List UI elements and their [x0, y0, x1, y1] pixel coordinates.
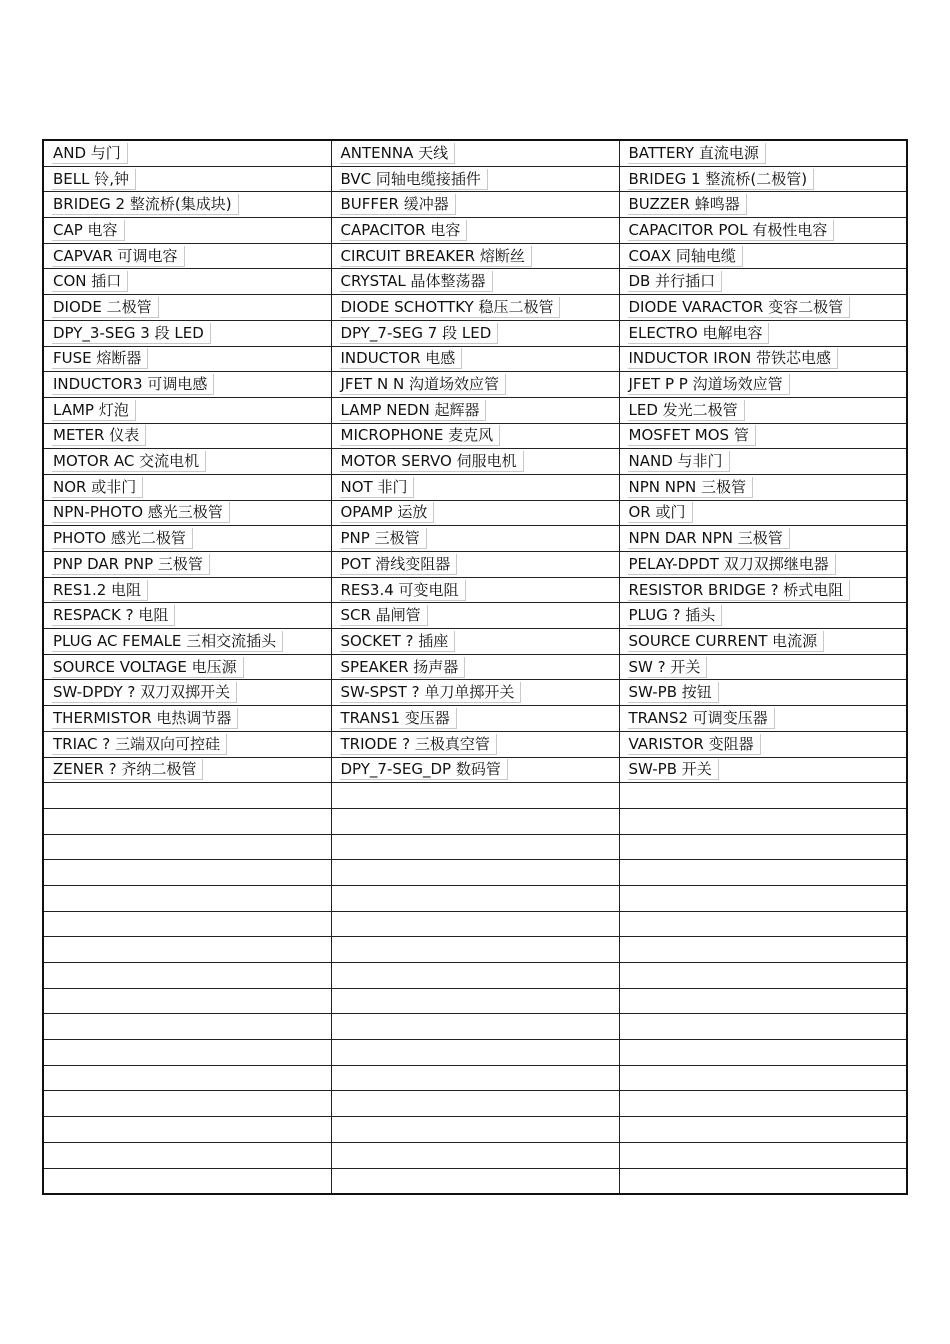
empty-cell [331, 1014, 619, 1040]
component-label: ELECTRO 电解电容 [628, 323, 770, 344]
table-cell [619, 140, 907, 166]
table-cell [43, 500, 331, 526]
table-row [43, 577, 907, 603]
table-cell [43, 320, 331, 346]
empty-cell [331, 1040, 619, 1066]
empty-row [43, 1065, 907, 1091]
component-label: SPEAKER 扬声器 [340, 657, 466, 678]
empty-cell [43, 911, 331, 937]
table-cell [331, 577, 619, 603]
empty-cell [43, 937, 331, 963]
table-cell [619, 320, 907, 346]
component-label: BELL 铃,钟 [52, 169, 136, 190]
empty-cell [43, 1040, 331, 1066]
table-cell [43, 449, 331, 475]
component-label: BRIDEG 2 整流桥(集成块) [52, 194, 239, 215]
empty-cell [43, 1142, 331, 1168]
table-cell [43, 526, 331, 552]
table-cell [331, 757, 619, 783]
component-label: TRIODE ? 三极真空管 [340, 734, 497, 755]
table-row [43, 140, 907, 166]
table-cell [331, 654, 619, 680]
table-cell [619, 577, 907, 603]
table-cell [619, 680, 907, 706]
component-label: OR 或门 [628, 502, 693, 523]
table-cell [619, 552, 907, 578]
empty-cell [331, 808, 619, 834]
empty-cell [619, 1040, 907, 1066]
component-label: TRANS2 可调变压器 [628, 708, 775, 729]
table-row [43, 192, 907, 218]
empty-cell [43, 1091, 331, 1117]
empty-cell [331, 1065, 619, 1091]
component-label: SW-PB 按钮 [628, 682, 719, 703]
empty-cell [331, 860, 619, 886]
component-label: PLUG AC FEMALE 三相交流插头 [52, 631, 283, 652]
table-cell [619, 526, 907, 552]
table-cell [619, 397, 907, 423]
table-row [43, 166, 907, 192]
table-row [43, 731, 907, 757]
empty-cell [43, 988, 331, 1014]
component-label: AND 与门 [52, 143, 128, 164]
table-cell [619, 295, 907, 321]
component-table [42, 139, 908, 1195]
table-cell [619, 474, 907, 500]
table-cell [619, 654, 907, 680]
empty-cell [43, 808, 331, 834]
table-cell [331, 269, 619, 295]
component-label: NAND 与非门 [628, 451, 730, 472]
component-label: DPY_7-SEG 7 段 LED [340, 323, 499, 344]
table-cell [43, 757, 331, 783]
table-cell [331, 192, 619, 218]
table-cell [43, 166, 331, 192]
empty-row [43, 1014, 907, 1040]
table-cell [619, 269, 907, 295]
table-cell [43, 654, 331, 680]
table-body [43, 140, 907, 1194]
component-label: POT 滑线变阻器 [340, 554, 458, 575]
component-label: CON 插口 [52, 271, 128, 292]
table-row [43, 218, 907, 244]
table-cell [43, 346, 331, 372]
empty-row [43, 860, 907, 886]
component-label: PLUG ? 插头 [628, 605, 723, 626]
empty-cell [331, 1091, 619, 1117]
component-label: DPY_7-SEG_DP 数码管 [340, 759, 508, 780]
empty-row [43, 808, 907, 834]
table-cell [43, 629, 331, 655]
component-label: BATTERY 直流电源 [628, 143, 766, 164]
table-cell [331, 140, 619, 166]
empty-cell [619, 911, 907, 937]
empty-cell [331, 783, 619, 809]
empty-cell [619, 1117, 907, 1143]
table-cell [331, 423, 619, 449]
component-label: TRANS1 变压器 [340, 708, 457, 729]
component-label: BRIDEG 1 整流桥(二极管) [628, 169, 815, 190]
component-label: RES1.2 电阻 [52, 580, 148, 601]
table-row [43, 603, 907, 629]
table-cell [331, 526, 619, 552]
component-label: INDUCTOR 电感 [340, 348, 463, 369]
table-cell [331, 680, 619, 706]
table-cell [43, 295, 331, 321]
table-cell [331, 706, 619, 732]
table-cell [331, 603, 619, 629]
component-label: NPN-PHOTO 感光三极管 [52, 502, 230, 523]
component-label: RES3.4 可变电阻 [340, 580, 466, 601]
table-row [43, 706, 907, 732]
table-cell [43, 474, 331, 500]
table-cell [43, 192, 331, 218]
component-label: MOSFET MOS 管 [628, 425, 756, 446]
component-label: SCR 晶闸管 [340, 605, 428, 626]
component-label: DIODE 二极管 [52, 297, 159, 318]
table-cell [619, 757, 907, 783]
component-label: CAP 电容 [52, 220, 125, 241]
table-cell [331, 346, 619, 372]
table-cell [43, 423, 331, 449]
component-label: VARISTOR 变阻器 [628, 734, 761, 755]
table-row [43, 397, 907, 423]
empty-cell [331, 988, 619, 1014]
table-cell [619, 192, 907, 218]
empty-cell [331, 834, 619, 860]
empty-cell [43, 885, 331, 911]
table-cell [43, 218, 331, 244]
table-cell [619, 243, 907, 269]
empty-cell [43, 1168, 331, 1194]
table-cell [331, 731, 619, 757]
table-cell [43, 140, 331, 166]
empty-cell [43, 783, 331, 809]
table-cell [331, 243, 619, 269]
component-label: DIODE VARACTOR 变容二极管 [628, 297, 851, 318]
empty-row [43, 1142, 907, 1168]
component-label: RESISTOR BRIDGE ? 桥式电阻 [628, 580, 851, 601]
component-label: BUFFER 缓冲器 [340, 194, 456, 215]
table-cell [331, 552, 619, 578]
empty-row [43, 937, 907, 963]
component-label: NOT 非门 [340, 477, 415, 498]
table-cell [43, 731, 331, 757]
component-label: JFET N N 沟道场效应管 [340, 374, 506, 395]
table-row [43, 320, 907, 346]
component-label: PNP 三极管 [340, 528, 427, 549]
empty-cell [331, 963, 619, 989]
table-row [43, 680, 907, 706]
component-label: CAPACITOR 电容 [340, 220, 468, 241]
component-label: DIODE SCHOTTKY 稳压二极管 [340, 297, 561, 318]
empty-row [43, 1117, 907, 1143]
component-label: LED 发光二极管 [628, 400, 745, 421]
table-cell [331, 397, 619, 423]
empty-cell [43, 963, 331, 989]
empty-cell [619, 1065, 907, 1091]
component-label: SOCKET ? 插座 [340, 631, 456, 652]
empty-cell [619, 937, 907, 963]
table-cell [43, 243, 331, 269]
component-label: NOR 或非门 [52, 477, 143, 498]
empty-cell [619, 860, 907, 886]
component-label: MOTOR SERVO 伺服电机 [340, 451, 524, 472]
table-cell [331, 166, 619, 192]
empty-cell [619, 988, 907, 1014]
component-label: SW-PB 开关 [628, 759, 719, 780]
component-label: CRYSTAL 晶体整荡器 [340, 271, 493, 292]
empty-row [43, 885, 907, 911]
component-label: CIRCUIT BREAKER 熔断丝 [340, 246, 532, 267]
component-label: COAX 同轴电缆 [628, 246, 743, 267]
component-label: SW ? 开关 [628, 657, 708, 678]
component-label: CAPACITOR POL 有极性电容 [628, 220, 835, 241]
table-cell [619, 218, 907, 244]
table-cell [619, 346, 907, 372]
table-cell [43, 680, 331, 706]
empty-cell [619, 1142, 907, 1168]
table-cell [331, 320, 619, 346]
empty-cell [331, 937, 619, 963]
table-cell [43, 269, 331, 295]
table-cell [619, 449, 907, 475]
table-cell [331, 372, 619, 398]
empty-row [43, 911, 907, 937]
empty-cell [619, 885, 907, 911]
empty-row [43, 1168, 907, 1194]
empty-cell [331, 1168, 619, 1194]
component-label: OPAMP 运放 [340, 502, 435, 523]
table-row [43, 526, 907, 552]
table-row [43, 269, 907, 295]
table-row [43, 243, 907, 269]
empty-row [43, 988, 907, 1014]
empty-row [43, 834, 907, 860]
empty-row [43, 1040, 907, 1066]
component-label: PELAY-DPDT 双刀双掷继电器 [628, 554, 836, 575]
empty-cell [619, 783, 907, 809]
empty-cell [331, 911, 619, 937]
empty-cell [43, 1117, 331, 1143]
table-cell [43, 372, 331, 398]
table-cell [331, 449, 619, 475]
component-label: THERMISTOR 电热调节器 [52, 708, 238, 729]
component-label: LAMP 灯泡 [52, 400, 136, 421]
table-row [43, 372, 907, 398]
table-row [43, 295, 907, 321]
table-cell [43, 603, 331, 629]
table-cell [43, 577, 331, 603]
component-label: SW-SPST ? 单刀单掷开关 [340, 682, 522, 703]
table-cell [619, 500, 907, 526]
component-label: MICROPHONE 麦克风 [340, 425, 501, 446]
empty-row [43, 963, 907, 989]
empty-cell [619, 1014, 907, 1040]
empty-cell [331, 1117, 619, 1143]
component-label: BUZZER 蜂鸣器 [628, 194, 747, 215]
table-row [43, 629, 907, 655]
component-label: INDUCTOR3 可调电感 [52, 374, 214, 395]
table-row [43, 474, 907, 500]
table-cell [619, 166, 907, 192]
component-label: RESPACK ? 电阻 [52, 605, 175, 626]
table-row [43, 552, 907, 578]
table-cell [619, 603, 907, 629]
table-row [43, 423, 907, 449]
component-label: METER 仪表 [52, 425, 146, 446]
component-label: TRIAC ? 三端双向可控硅 [52, 734, 227, 755]
empty-cell [331, 885, 619, 911]
table-cell [619, 423, 907, 449]
table-cell [331, 629, 619, 655]
table-cell [331, 500, 619, 526]
table-cell [619, 706, 907, 732]
component-label: MOTOR AC 交流电机 [52, 451, 206, 472]
empty-cell [619, 808, 907, 834]
table-cell [331, 474, 619, 500]
component-label: LAMP NEDN 起辉器 [340, 400, 487, 421]
empty-cell [43, 860, 331, 886]
table-cell [43, 397, 331, 423]
empty-cell [619, 834, 907, 860]
table-cell [619, 731, 907, 757]
empty-row [43, 783, 907, 809]
table-cell [619, 372, 907, 398]
component-label: BVC 同轴电缆接插件 [340, 169, 488, 190]
component-label: FUSE 熔断器 [52, 348, 148, 369]
empty-cell [619, 1168, 907, 1194]
component-label: SOURCE VOLTAGE 电压源 [52, 657, 244, 678]
table-row [43, 757, 907, 783]
empty-cell [619, 1091, 907, 1117]
table-cell [331, 295, 619, 321]
table-row [43, 654, 907, 680]
component-label: CAPVAR 可调电容 [52, 246, 185, 267]
table-cell [619, 629, 907, 655]
table-cell [43, 706, 331, 732]
empty-cell [43, 1014, 331, 1040]
component-label: PHOTO 感光二极管 [52, 528, 193, 549]
table-row [43, 346, 907, 372]
component-label: JFET P P 沟道场效应管 [628, 374, 790, 395]
empty-cell [43, 834, 331, 860]
component-label: INDUCTOR IRON 带铁芯电感 [628, 348, 838, 369]
empty-cell [43, 1065, 331, 1091]
empty-cell [331, 1142, 619, 1168]
component-label: SW-DPDY ? 双刀双掷开关 [52, 682, 237, 703]
table-row [43, 500, 907, 526]
empty-row [43, 1091, 907, 1117]
table-row [43, 449, 907, 475]
table-cell [331, 218, 619, 244]
empty-cell [619, 963, 907, 989]
component-label: ANTENNA 天线 [340, 143, 456, 164]
table-cell [43, 552, 331, 578]
component-label: PNP DAR PNP 三极管 [52, 554, 210, 575]
component-label: SOURCE CURRENT 电流源 [628, 631, 825, 652]
component-label: NPN NPN 三极管 [628, 477, 754, 498]
component-label: ZENER ? 齐纳二极管 [52, 759, 203, 780]
component-label: NPN DAR NPN 三极管 [628, 528, 790, 549]
component-label: DB 并行插口 [628, 271, 723, 292]
component-label: DPY_3-SEG 3 段 LED [52, 323, 211, 344]
